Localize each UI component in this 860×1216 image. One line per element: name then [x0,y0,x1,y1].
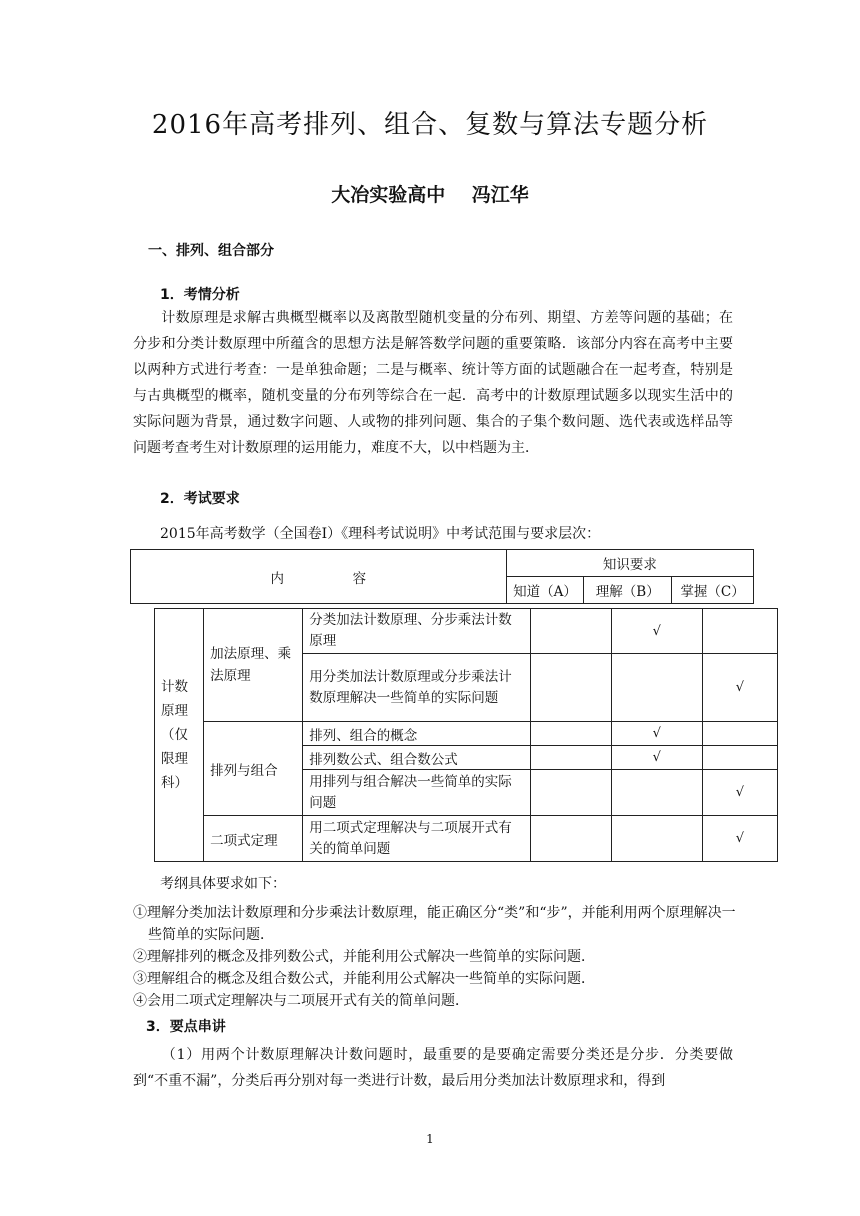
list-item: ③理解组合的概念及组合数公式，并能利用公式解决一些简单的实际问题． [133,971,595,987]
cell-b [611,816,702,862]
cell-a [530,816,611,862]
level-a: 知道（A） [506,577,584,604]
author-line: 大冶实验高中 冯江华 [331,184,529,206]
level-b: 理解（B） [584,577,672,604]
requirements-body-table [154,608,778,862]
table-item: 用二项式定理解决与二项展开式有关的简单问题 [303,816,530,862]
cell-b: √ [611,722,702,746]
header-content: 内 容 [131,550,507,604]
cell-c [702,746,777,770]
cell-b [611,654,702,722]
cell-c: √ [702,816,777,862]
requirements-intro: 考纲具体要求如下： [160,876,286,892]
list-item: ①理解分类加法计数原理和分步乘法计数原理，能正确区分“类”和“步”，并能利用两个原理解决一些简单的实际问题． [133,905,736,943]
level-c: 掌握（C） [672,577,754,604]
cell-a [530,746,611,770]
requirements-list [133,902,743,1012]
group-cell: 排列与组合 [204,722,303,816]
cell-c [702,722,777,746]
page-number: 1 [426,1132,434,1146]
cell-a [530,654,611,722]
paragraph-text: （1）用两个计数原理解决计数问题时，最重要的是要确定需要分类还是分步．分类要做到“不重不漏”，分类后再分别对每一类进行计数，最后用分类加法计数原理求和，得到 [133,1047,733,1089]
subsection-heading: 2．考试要求 [160,491,240,507]
cell-b: √ [611,746,702,770]
section-heading: 一、排列、组合部分 [148,243,274,259]
group-cell: 加法原理、乘法原理 [204,609,303,722]
group-cell: 二项式定理 [204,816,303,862]
requirements-header-table [130,549,754,604]
cell-b: √ [611,609,702,654]
table-item: 分类加法计数原理、分步乘法计数原理 [303,609,530,654]
list-item: ②理解排列的概念及排列数公式，并能利用公式解决一些简单的实际问题． [133,949,595,965]
paragraph-text: 计数原理是求解古典概型概率以及离散型随机变量的分布列、期望、方差等问题的基础；在分步和分类计数原理中所蕴含的思想方法是解答数学问题的重要策略．该部分内容在高考中主要以两种方式进行考查：一是单独命题；二是与概率、统计等方面的试题融合在一起考查，特别是与古典概型的概率，随机变量的分布列等综合在一起．高考中的计数原理试题多以现实生活中的实际问题为背景，通过数字问题、人或物的排列问题、集合的子集个数问题、选代表或选样品等问题考查考生对计数原理的运用能力，难度不大，以中档题为主． [133,310,733,456]
paragraph-keypoints [133,1042,733,1094]
category-cell: 计数原理（仅限理科） [155,609,204,862]
table-item: 排列数公式、组合数公式 [303,746,530,770]
paragraph-analysis [133,305,733,461]
document-title: 2016年高考排列、组合、复数与算法专题分析 [151,110,709,140]
table-item: 用排列与组合解决一些简单的实际问题 [303,770,530,816]
cell-c: √ [702,654,777,722]
cell-a [530,609,611,654]
subsection-heading: 3．要点串讲 [146,1019,226,1035]
table-item: 用分类加法计数原理或分步乘法计数原理解决一些简单的实际问题 [303,654,530,722]
cell-b [611,770,702,816]
table-item: 排列、组合的概念 [303,722,530,746]
cell-c [702,609,777,654]
cell-a [530,722,611,746]
subsection-heading: 1．考情分析 [160,287,240,303]
table-intro: 2015年高考数学（全国卷Ⅰ）《理科考试说明》中考试范围与要求层次： [160,526,601,542]
cell-a [530,770,611,816]
cell-c: √ [702,770,777,816]
header-knowledge: 知识要求 [506,550,753,577]
list-item: ④会用二项式定理解决与二项展开式有关的简单问题． [133,993,469,1009]
